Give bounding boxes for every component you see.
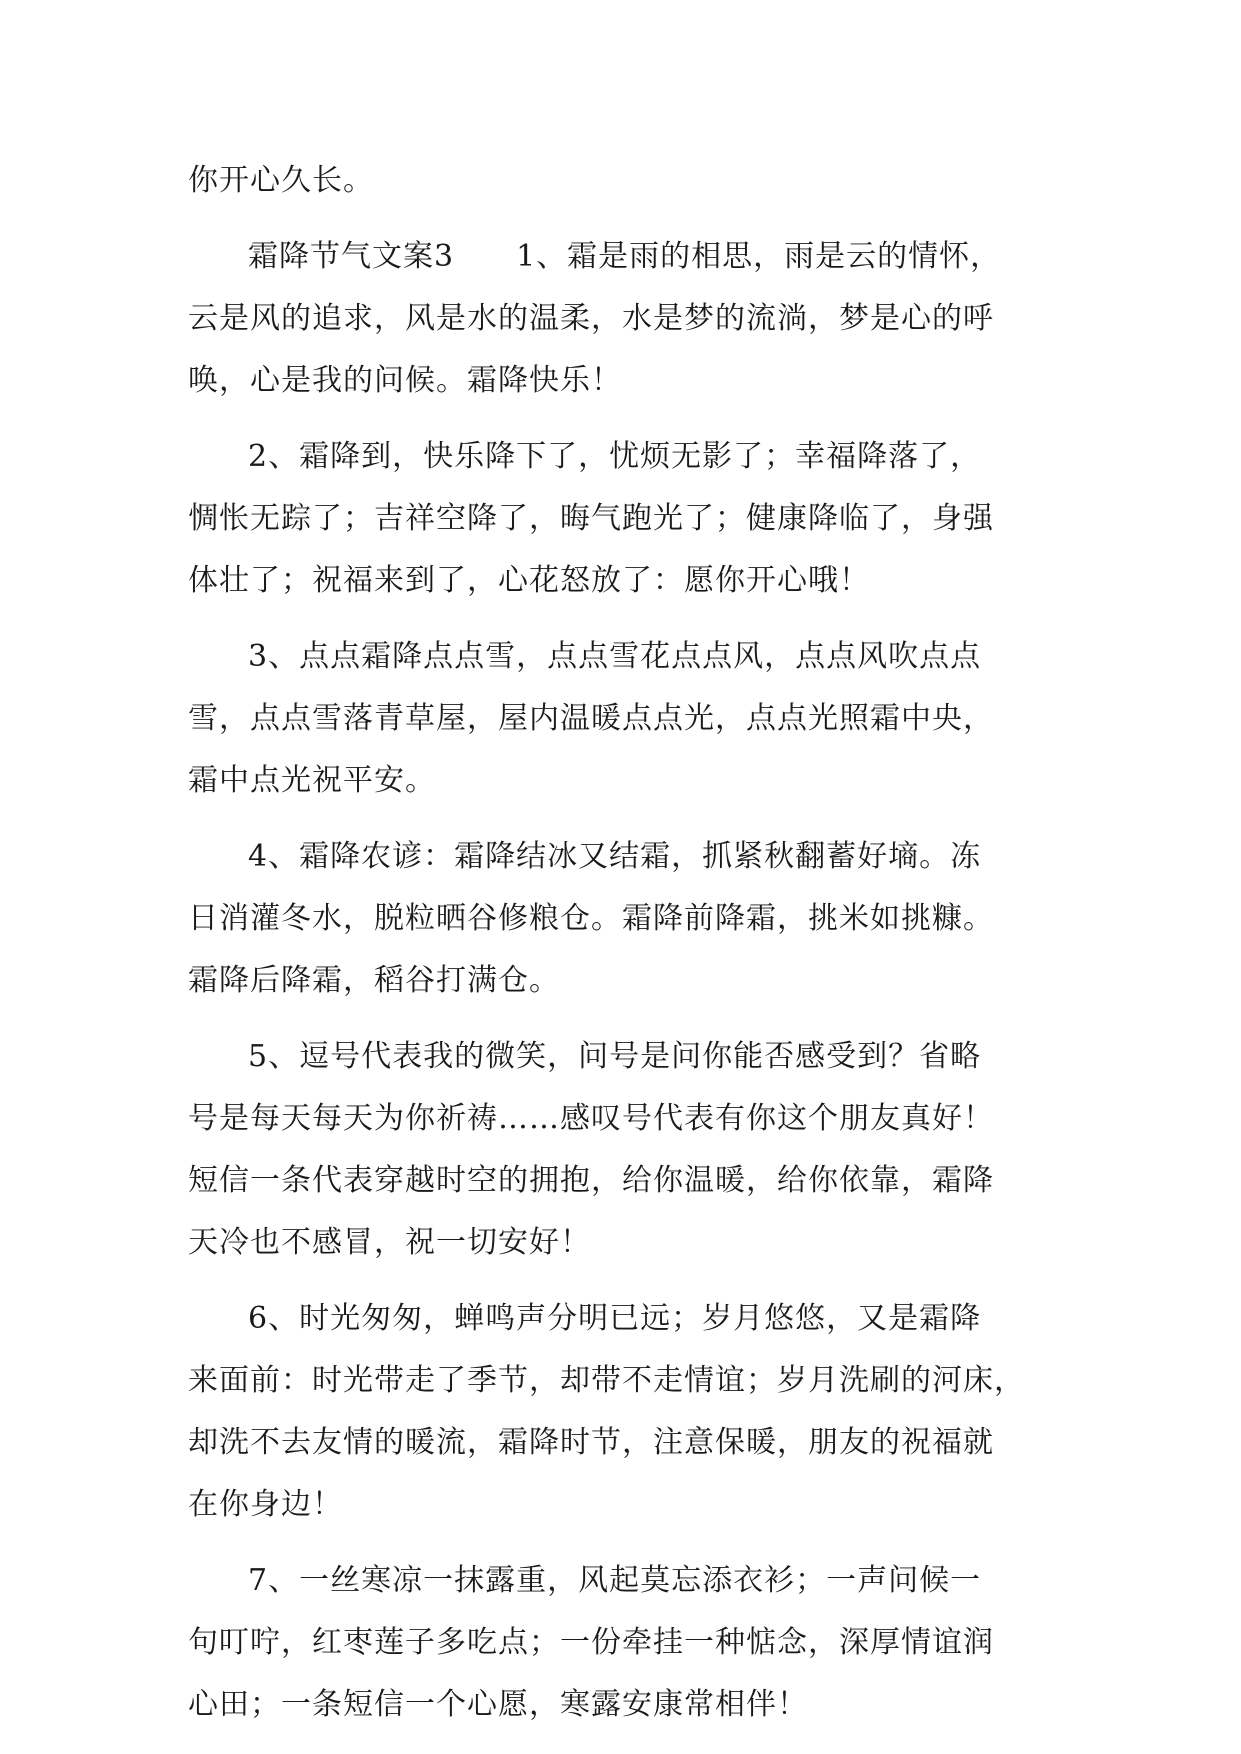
- text-line: 雪，点点雪落青草屋，屋内温暖点点光，点点光照霜中央，: [188, 701, 994, 736]
- text-line: 霜中点光祝平安。: [188, 763, 436, 798]
- paragraph-first-line: 霜降节气文案3 1、霜是雨的相思，雨是云的情怀，: [248, 239, 1002, 274]
- paragraph-first-line: 5、逗号代表我的微笑，问号是问你能否感受到？省略: [248, 1039, 982, 1074]
- text-line: 云是风的追求，风是水的温柔，水是梦的流淌，梦是心的呼: [188, 301, 994, 336]
- text-line: 霜降后降霜，稻谷打满仓。: [188, 963, 560, 998]
- text-line: 短信一条代表穿越时空的拥抱，给你温暖，给你依靠，霜降: [188, 1163, 994, 1198]
- document-body: [188, 150, 1068, 1736]
- text-line: 在你身边！: [188, 1487, 343, 1522]
- text-line: 天冷也不感冒，祝一切安好！: [188, 1225, 591, 1260]
- text-line: 惆怅无踪了；吉祥空降了，晦气跑光了；健康降临了，身强: [188, 501, 994, 536]
- text-line: 号是每天每天为你祈祷……感叹号代表有你这个朋友真好！: [188, 1101, 994, 1136]
- text-line: 心田；一条短信一个心愿，寒露安康常相伴！: [188, 1687, 808, 1722]
- text-line: 句叮咛，红枣莲子多吃点；一份牵挂一种惦念，深厚情谊润: [188, 1625, 994, 1660]
- paragraph-first-line: 4、霜降农谚：霜降结冰又结霜，抓紧秋翻蓄好墒。冻: [248, 839, 982, 874]
- text-line: 却洗不去友情的暖流，霜降时节，注意保暖，朋友的祝福就: [188, 1425, 994, 1460]
- paragraph-first-line: 2、霜降到，快乐降下了，忧烦无影了；幸福降落了，: [248, 439, 982, 474]
- text-line: 你开心久长。: [188, 163, 374, 198]
- text-line: 体壮了；祝福来到了，心花怒放了：愿你开心哦！: [188, 563, 870, 598]
- text-line: 唤，心是我的问候。霜降快乐！: [188, 363, 622, 398]
- paragraph-first-line: 3、点点霜降点点雪，点点雪花点点风，点点风吹点点: [248, 639, 982, 674]
- paragraph-first-line: 7、一丝寒凉一抹露重，风起莫忘添衣衫；一声问候一: [248, 1563, 982, 1598]
- text-line: 日消灌冬水，脱粒晒谷修粮仓。霜降前降霜，挑米如挑糠。: [188, 901, 994, 936]
- text-line: 来面前：时光带走了季节，却带不走情谊；岁月洗刷的河床，: [188, 1363, 1025, 1398]
- paragraph-first-line: 6、时光匆匆，蝉鸣声分明已远；岁月悠悠，又是霜降: [248, 1301, 982, 1336]
